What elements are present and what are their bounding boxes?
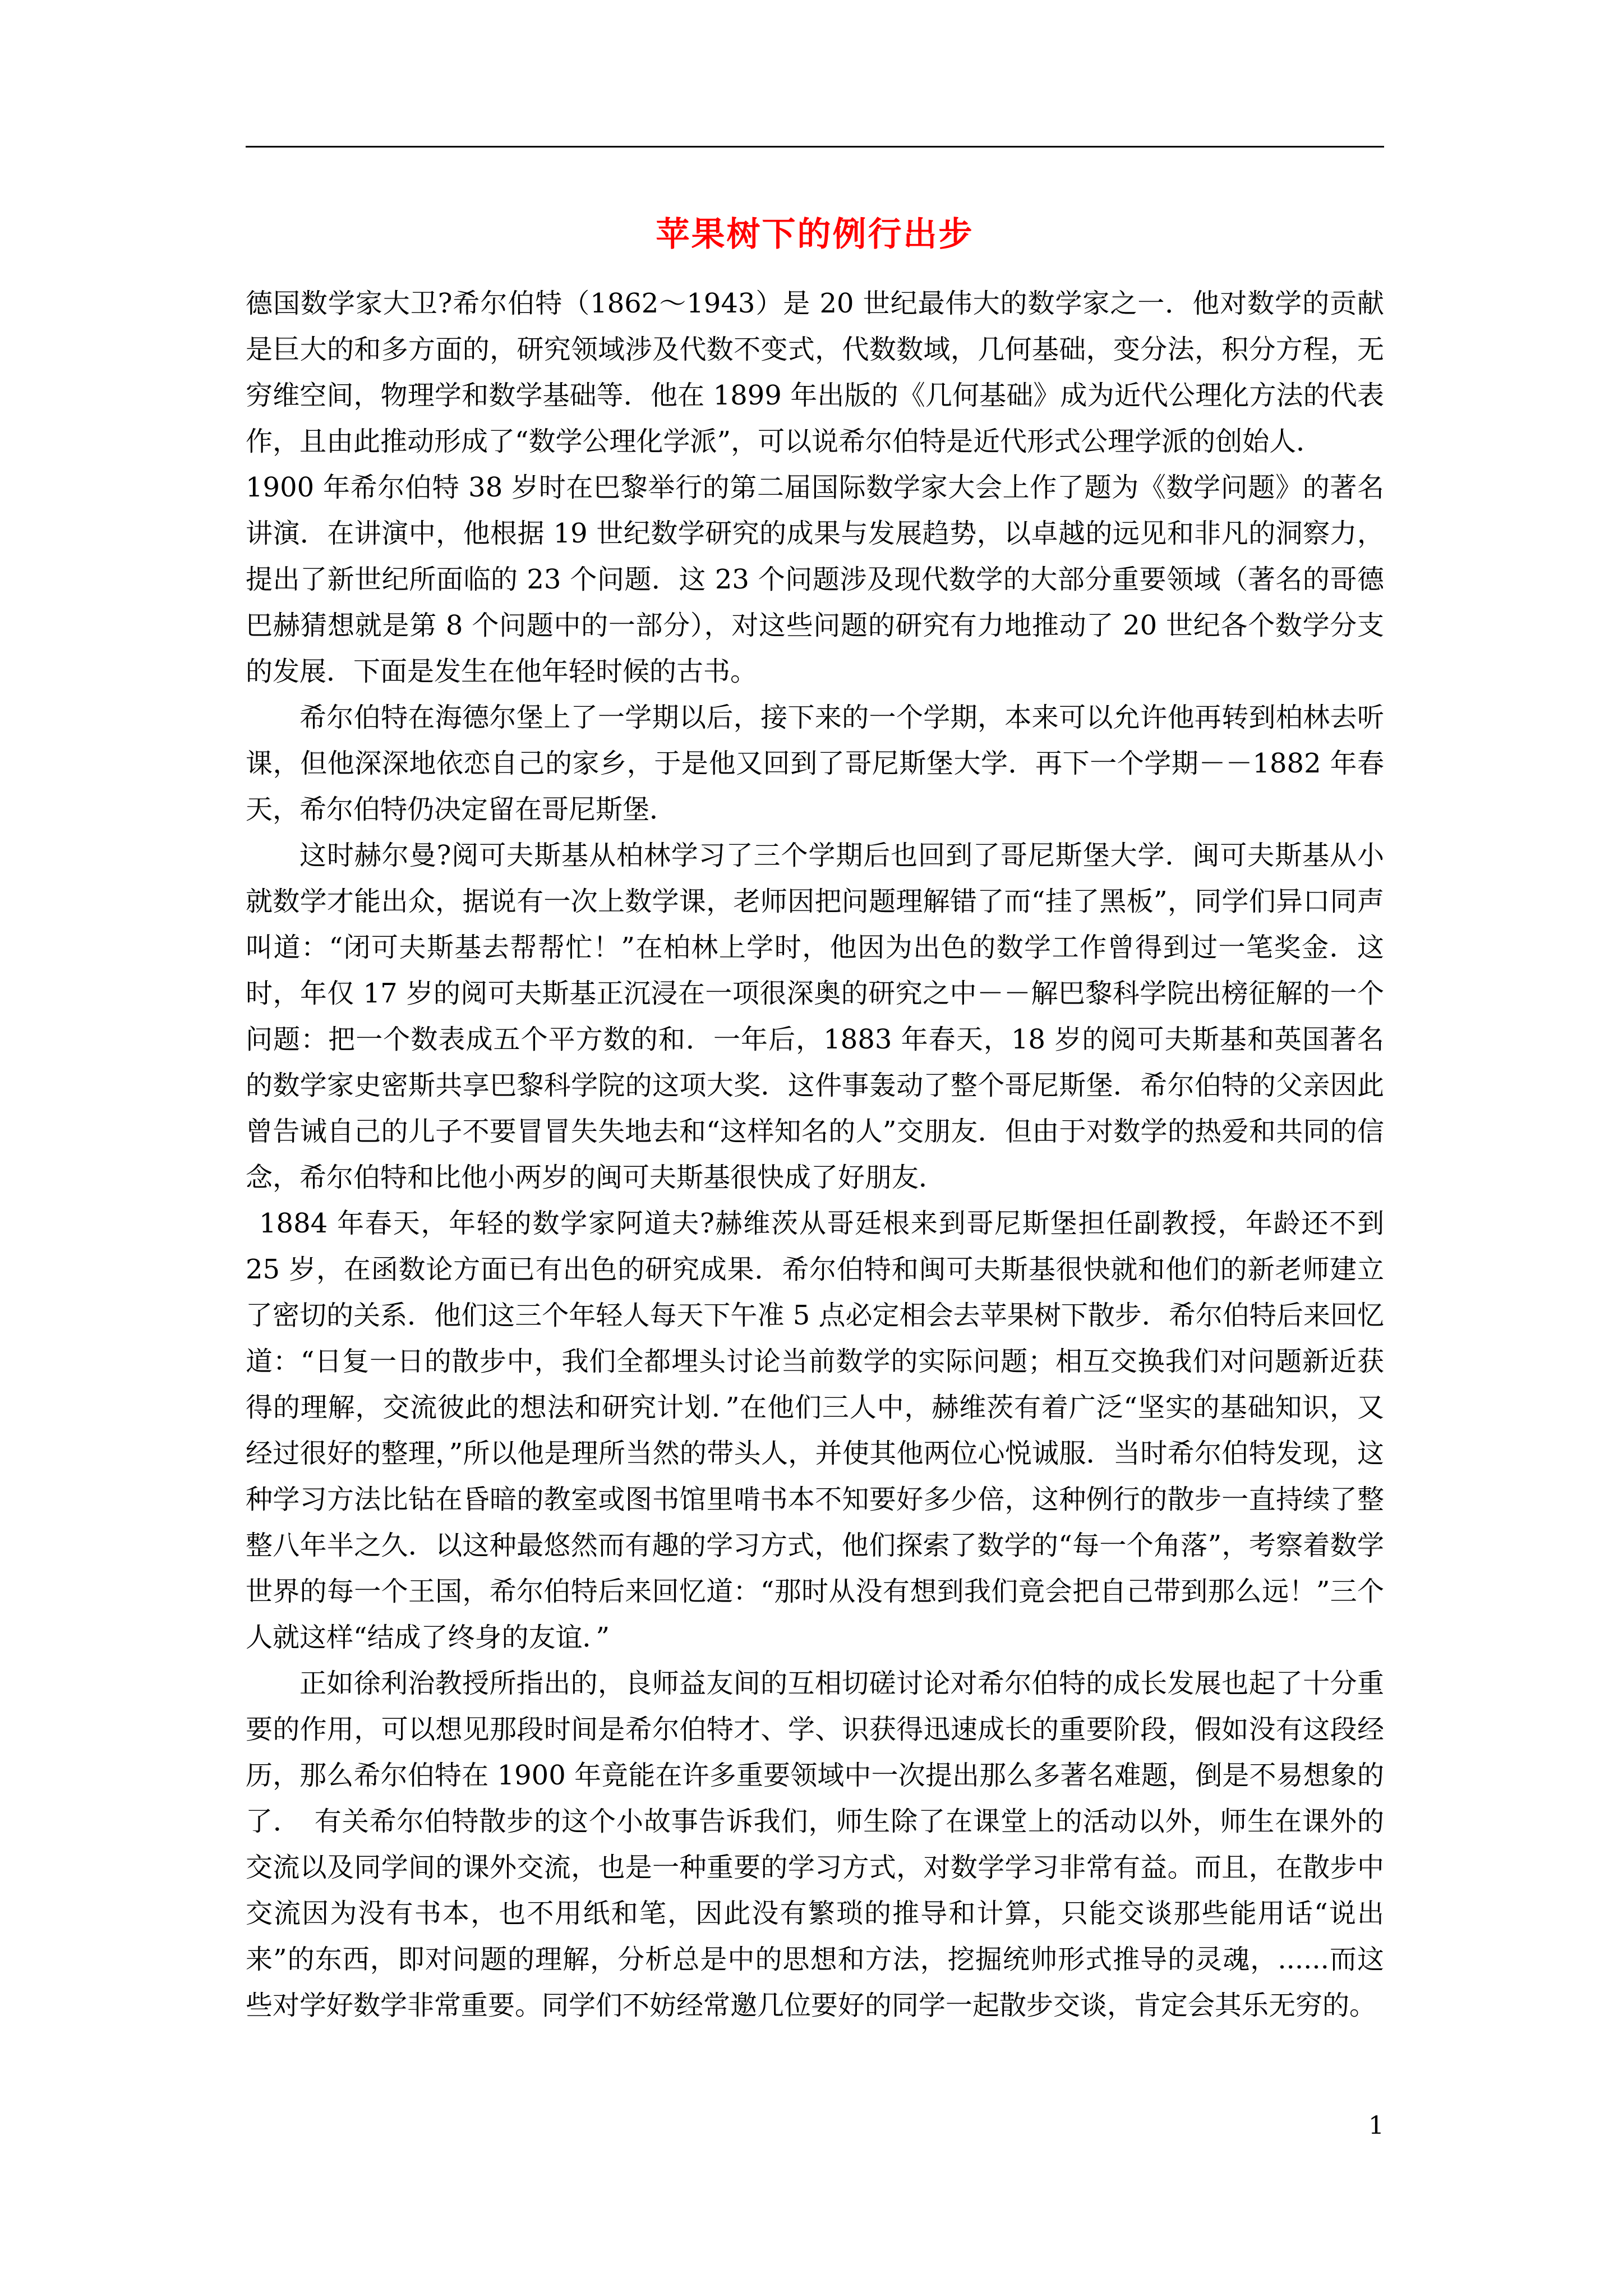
- paragraph-5: 1884 年春天，年轻的数学家阿道夫?赫维茨从哥廷根来到哥尼斯堡担任副教授，年龄还不到 25 岁，在函数论方面已有出色的研究成果．希尔伯特和闽可夫斯基很快就和他们的新老师建立了密切的关系．他们这三个年轻人每天下午准 5 点必定相会去苹果树下散步．希尔伯特后来回忆道：“日复一日的散步中，我们全都埋头讨论当前数学的实际问题；相互交换我们对问题新近获得的理解，交流彼此的想法和研究计划．”在他们三人中，赫维茨有着广泛“坚实的基础知识，又经过很好的整理，”所以他是理所当然的带头人，并使其他两位心悦诚服．当时希尔伯特发现，这种学习方法比钻在昏暗的教室或图书馆里啃书本不知要好多少倍，这种例行的散步一直持续了整整八年半之久．以这种最悠然而有趣的学习方式，他们探索了数学的“每一个角落”，考察着数学世界的每一个王国，希尔伯特后来回忆道：“那时从没有想到我们竟会把自己带到那么远！”三个人就这样“结成了终身的友谊．”: [246, 1208, 1384, 1653]
- paragraph-1: 德国数学家大卫?希尔伯特（1862～1943）是 20 世纪最伟大的数学家之一．他对数学的贡献是巨大的和多方面的，研究领域涉及代数不变式，代数数域，几何基础，变分法，积分方程，无穷维空间，物理学和数学基础等．他在 1899 年出版的《几何基础》成为近代公理化方法的代表作，且由此推动形成了“数学公理化学派”，可以说希尔伯特是近代形式公理学派的创始人．: [246, 288, 1384, 457]
- paragraph-3: 希尔伯特在海德尔堡上了一学期以后，接下来的一个学期，本来可以允许他再转到柏林去听课，但他深深地依恋自己的家乡，于是他又回到了哥尼斯堡大学．再下一个学期－－1882 年春天，希尔伯特仍决定留在哥尼斯堡．: [246, 702, 1384, 825]
- header-rule: [246, 146, 1384, 148]
- paragraph-4: 这时赫尔曼?阅可夫斯基从柏林学习了三个学期后也回到了哥尼斯堡大学．闽可夫斯基从小就数学才能出众，据说有一次上数学课，老师因把问题理解错了而“挂了黑板”，同学们异口同声叫道：“闭可夫斯基去帮帮忙！”在柏林上学时，他因为出色的数学工作曾得到过一笔奖金．这时，年仅 17 岁的阅可夫斯基正沉浸在一项很深奥的研究之中－－解巴黎科学院出榜征解的一个问题：把一个数表成五个平方数的和．一年后，1883 年春天，18 岁的阅可夫斯基和英国著名的数学家史密斯共享巴黎科学院的这项大奖．这件事轰动了整个哥尼斯堡．希尔伯特的父亲因此曾告诫自己的儿子不要冒冒失失地去和“这样知名的人”交朋友．但由于对数学的热爱和共同的信念，希尔伯特和比他小两岁的闽可夫斯基很快成了好朋友．: [246, 840, 1384, 1193]
- paragraph-6: 正如徐利治教授所指出的，良师益友间的互相切磋讨论对希尔伯特的成长发展也起了十分重要的作用，可以想见那段时间是希尔伯特才、学、识获得迅速成长的重要阶段，假如没有这段经历，那么希尔伯特在 1900 年竟能在许多重要领域中一次提出那么多著名难题，倒是不易想象的了． 有关希尔伯特散步的这个小故事告诉我们，师生除了在课堂上的活动以外，师生在课外的交流以及同学间的课外交流，也是一种重要的学习方式，对数学学习非常有益。而且，在散步中交流因为没有书本，也不用纸和笔，因此没有繁琐的推导和计算，只能交谈那些能用话“说出来”的东西，即对问题的理解，分析总是中的思想和方法，挖掘统帅形式推导的灵魂，......而这些对学好数学非常重要。同学们不妨经常邀几位要好的同学一起散步交谈，肯定会其乐无穷的。: [246, 1668, 1384, 2021]
- document-title: 苹果树下的例行出步: [656, 215, 974, 254]
- page-number: 1: [1368, 2111, 1384, 2140]
- article-body: [246, 280, 1384, 2028]
- paragraph-2: 1900 年希尔伯特 38 岁时在巴黎举行的第二届国际数学家大会上作了题为《数学问题》的著名讲演．在讲演中，他根据 19 世纪数学研究的成果与发展趋势，以卓越的远见和非凡的洞察力，提出了新世纪所面临的 23 个问题．这 23 个问题涉及现代数学的大部分重要领域（著名的哥德巴赫猜想就是第 8 个问题中的一部分），对这些问题的研究有力地推动了 20 世纪各个数学分支的发展．下面是发生在他年轻时候的古书。: [246, 472, 1384, 687]
